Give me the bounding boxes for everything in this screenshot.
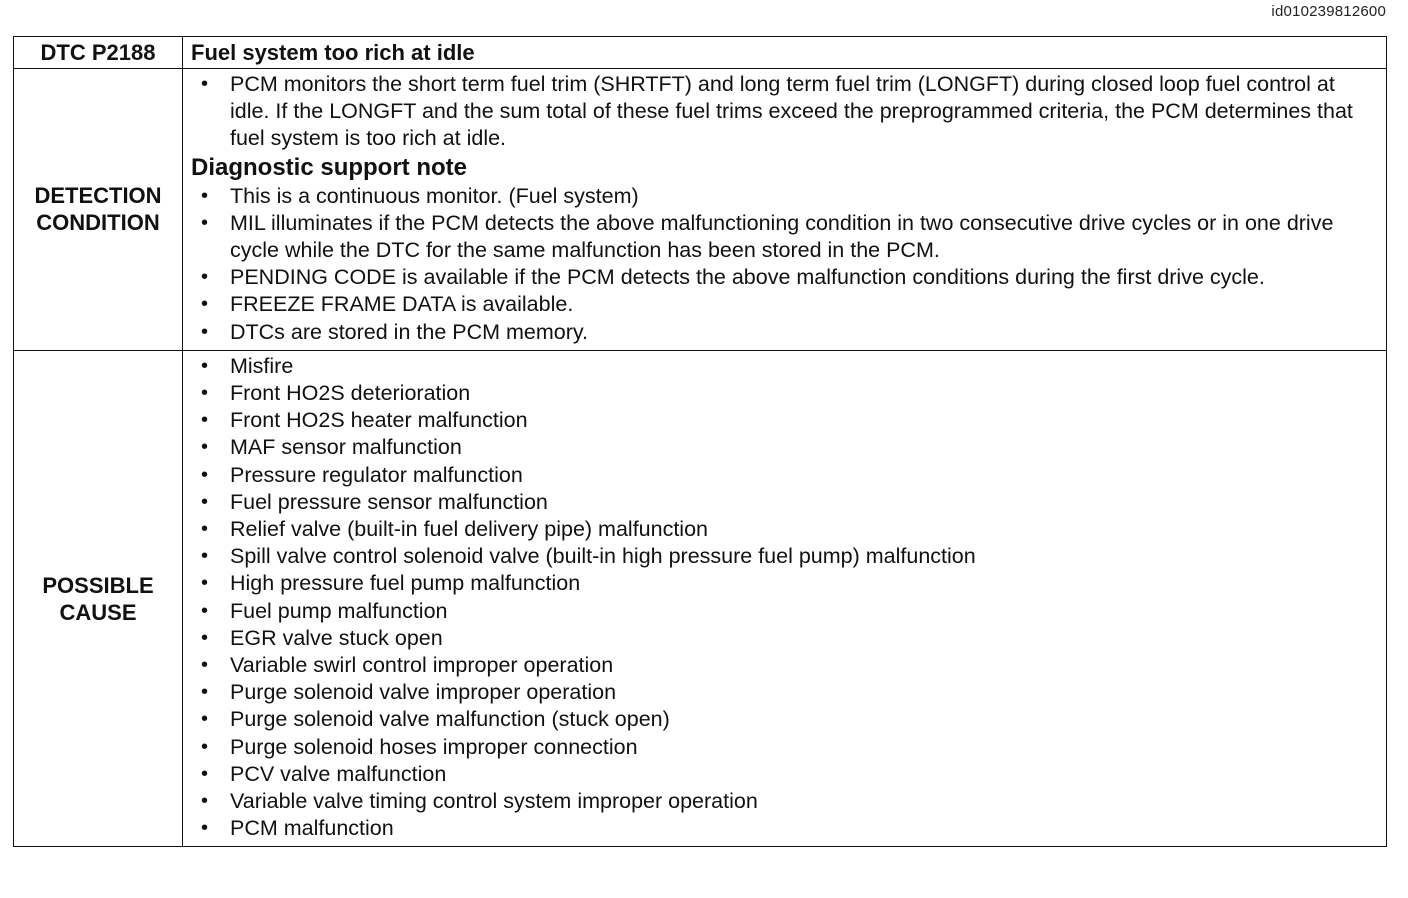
list-item: • FREEZE FRAME DATA is available. xyxy=(191,291,1378,318)
list-item: • Purge solenoid valve improper operation xyxy=(191,679,1378,706)
detection-label-line2: CONDITION xyxy=(36,210,160,236)
list-item: • PCM malfunction xyxy=(191,815,1378,842)
list-item: • PCV valve malfunction xyxy=(191,761,1378,788)
list-item: • Variable swirl control improper operation xyxy=(191,652,1378,679)
possible-cause-content xyxy=(183,350,1387,847)
detection-intro-list xyxy=(191,71,1378,153)
dtc-code: DTC P2188 xyxy=(14,37,183,69)
cause-label-line1: POSSIBLE xyxy=(42,572,154,598)
dtc-title: Fuel system too rich at idle xyxy=(183,37,1387,69)
possible-cause-label xyxy=(14,350,183,847)
list-item: • DTCs are stored in the PCM memory. xyxy=(191,319,1378,346)
detection-condition-content xyxy=(183,69,1387,351)
list-item: • Front HO2S heater malfunction xyxy=(191,407,1378,434)
list-item: • EGR valve stuck open xyxy=(191,625,1378,652)
list-item: • High pressure fuel pump malfunction xyxy=(191,570,1378,597)
list-item: • Purge solenoid valve malfunction (stuck open) xyxy=(191,706,1378,733)
list-item: • MAF sensor malfunction xyxy=(191,434,1378,461)
list-item: • Front HO2S deterioration xyxy=(191,380,1378,407)
list-item: • This is a continuous monitor. (Fuel system) xyxy=(191,183,1378,210)
header-row xyxy=(14,37,1387,69)
possible-cause-list xyxy=(191,353,1378,843)
list-item: • PCM monitors the short term fuel trim (SHRTFT) and long term fuel trim (LONGFT) during closed loop fuel control at idle. If the LONGFT and the sum total of these fuel trims exceed the preprogrammed criteria, the PCM determines that fuel system is too rich at idle. xyxy=(191,71,1378,153)
list-item: • Misfire xyxy=(191,353,1378,380)
detection-label-line1: DETECTION xyxy=(34,183,162,209)
list-item: • Fuel pressure sensor malfunction xyxy=(191,489,1378,516)
diagnostic-support-heading: Diagnostic support note xyxy=(191,153,467,181)
diagnostic-support-list xyxy=(191,183,1378,346)
possible-cause-row xyxy=(14,350,1387,847)
list-item: • PENDING CODE is available if the PCM detects the above malfunction conditions during the first drive cycle. xyxy=(191,264,1378,291)
list-item: • Purge solenoid hoses improper connection xyxy=(191,734,1378,761)
document-id: id010239812600 xyxy=(1271,3,1386,20)
list-item: • Variable valve timing control system improper operation xyxy=(191,788,1378,815)
cause-label-line2: CAUSE xyxy=(59,599,137,625)
list-item: • Spill valve control solenoid valve (built-in high pressure fuel pump) malfunction xyxy=(191,543,1378,570)
list-item: • Pressure regulator malfunction xyxy=(191,462,1378,489)
list-item: • Relief valve (built-in fuel delivery pipe) malfunction xyxy=(191,516,1378,543)
list-item: • Fuel pump malfunction xyxy=(191,598,1378,625)
dtc-table xyxy=(13,36,1387,847)
detection-condition-label xyxy=(14,69,183,351)
list-item: • MIL illuminates if the PCM detects the above malfunctioning condition in two consecutive drive cycles or in one drive cycle while the DTC for the same malfunction has been stored in the PCM. xyxy=(191,210,1378,264)
detection-condition-row xyxy=(14,69,1387,351)
